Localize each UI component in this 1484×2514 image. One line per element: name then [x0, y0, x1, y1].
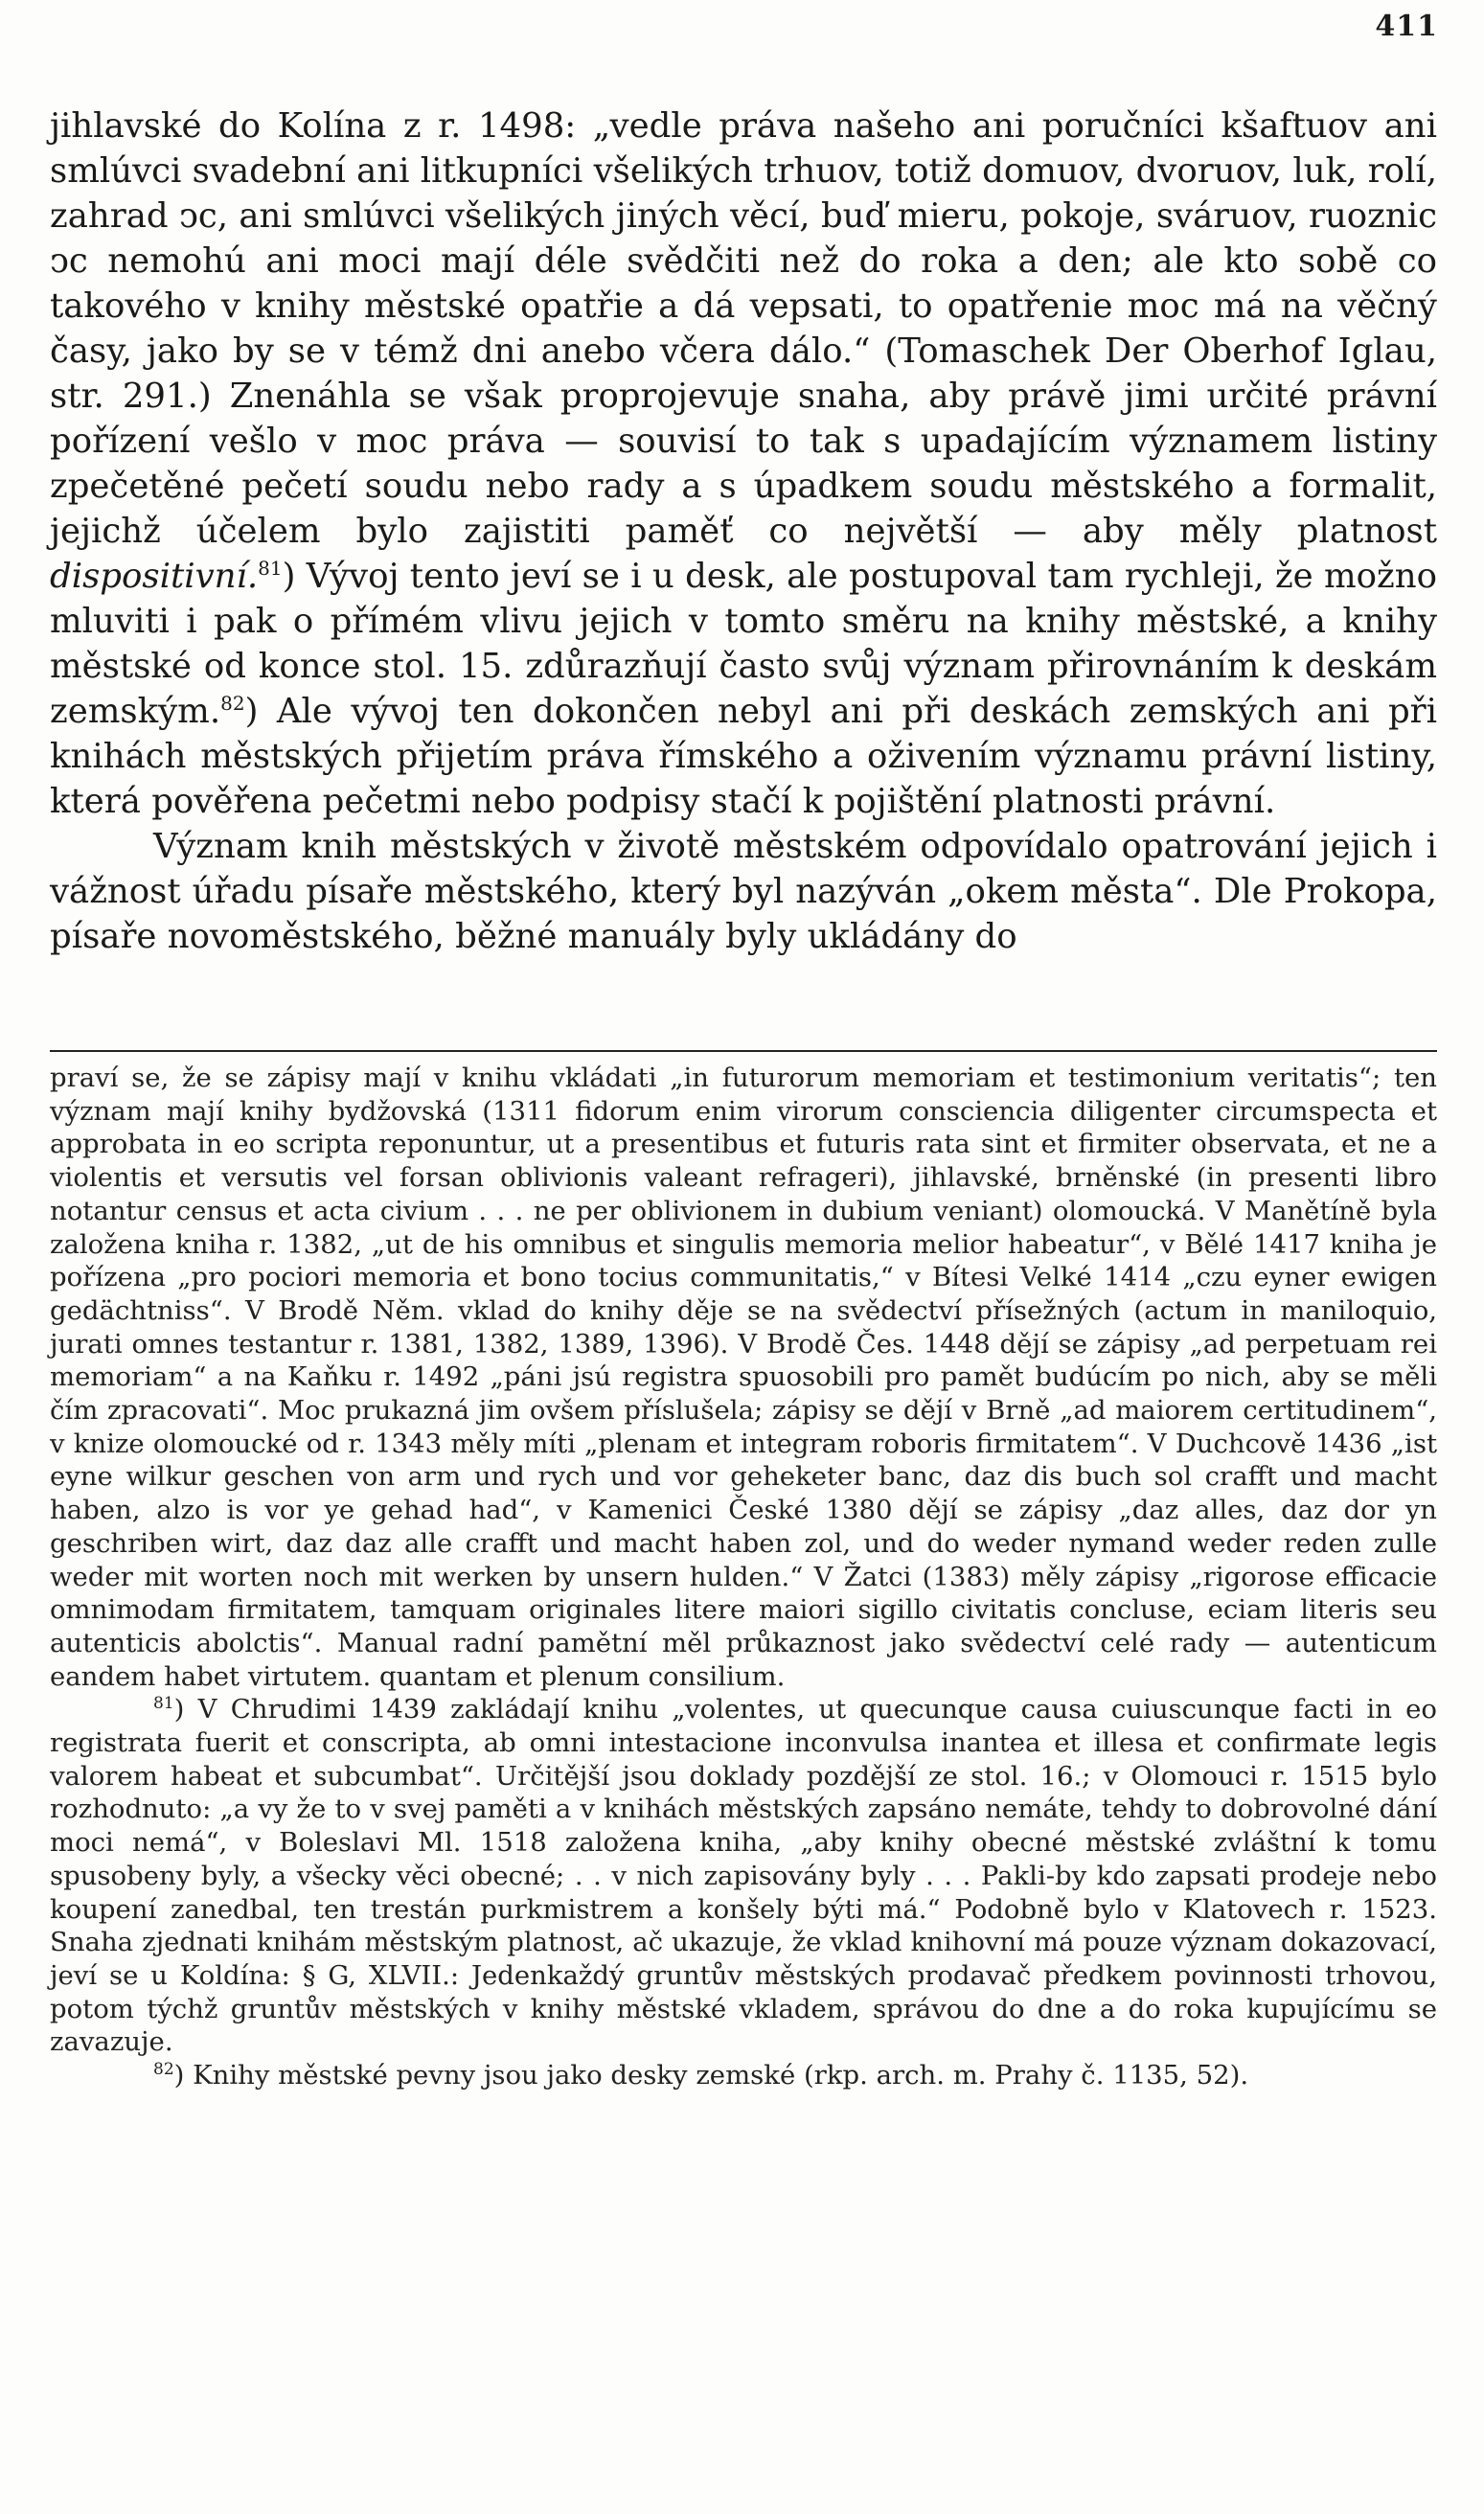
footnote-81-number: 81	[153, 1694, 174, 1714]
paragraph-1-part-b: ) Vývoj tento jeví se i u desk, ale postupoval tam rychleji, že možno mluviti i pak o přímém vlivu jejich v tomto směru na knihy městské, a knihy městské od konce stol. 15. zdůrazňují často svůj význam přirovnáním k deskám zemským.	[50, 557, 1437, 731]
footnote-ref-82: 82	[220, 692, 245, 716]
footnote-82-number: 82	[153, 2059, 174, 2079]
footnotes	[50, 1062, 1437, 2092]
footnote-81	[50, 1693, 1437, 2059]
page-number: 411	[1375, 10, 1438, 43]
footnote-82-text: ) Knihy městské pevny jsou jako desky zemské (rkp. arch. m. Prahy č. 1135, 52).	[173, 2060, 1249, 2091]
footnote-continuation: praví se, že se zápisy mají v knihu vkládati „in futurorum memoriam et testimonium veritatis“; ten význam mají knihy bydžovská (1311 fidorum enim virorum consciencia diligenter circumspecta et approbata in eo scripta reponuntur, ut a presentibus et futuris rata sint et firmiter observata, et ne a violentis et versutis vel forsan oblivionis valeant refrageri), jihlavské, brněnské (in presenti libro notantur census et acta civium . . . ne per oblivionem in dubium veniant) olomoucká. V Manětíně byla založena kniha r. 1382, „ut de his omnibus et singulis memoria melior habeatur“, v Bělé 1417 kniha je pořízena „pro pociori memoria et bono tocius communitatis,“ v Bítesi Velké 1414 „czu eyner ewigen gedächtniss“. V Brodě Něm. vklad do knihy děje se na svědectví přísežných (actum in maniloquio, jurati omnes testantur r. 1381, 1382, 1389, 1396). V Brodě Čes. 1448 dějí se zápisy „ad perpetuam rei memoriam“ a na Kaňku r. 1492 „páni jsú registra spuosobili pro pamět budúcím po nich, aby se měli čím zpracovati“. Moc prukazná jim ovšem příslušela; zápisy se dějí v Brně „ad maiorem certitudinem“, v knize olomoucké od r. 1343 měly míti „plenam et integram roboris firmitatem“. V Duchcově 1436 „ist eyne wilkur geschen von arm und rych und vor geheketer banc, daz dis buch sol crafft und macht haben, alzo is vor ye gehad had“, v Kamenici České 1380 dějí se zápisy „daz alles, daz dor yn geschriben wirt, daz daz alle crafft und macht haben zol, und do weder nymand weder reden zulle weder mit worten noch mit werken by unsern hulden.“ V Žatci (1383) měly zápisy „rigorose efficacie omnimodam firmitatem, tamquam originales litere maiori sigillo civitatis concluse, eciam literis seu autenticis abolctis“. Manual radní pamětní měl průkaznost jako svědectví celé rady — autenticum eandem habet virtutem. quantam et plenum consilium.	[50, 1063, 1437, 1692]
main-text	[50, 103, 1437, 959]
footnote-ref-81: 81	[258, 557, 283, 581]
paragraph-2: Význam knih městských v životě městském odpovídalo opatrování jejich i vážnost úřadu písaře městského, který byl nazýván „okem města“. Dle Prokopa, písaře novoměstského, běžné manuály byly ukládány do	[50, 827, 1437, 956]
paragraph-1-part-c: ) Ale vývoj ten dokončen nebyl ani při deskách zemských ani při knihách městských přijetím práva římského a oživením významu právní listiny, která pověřena pečetmi nebo podpisy stačí k pojištění platnosti právní.	[50, 692, 1437, 821]
paragraph-1-part-a: jihlavské do Kolína z r. 1498: „vedle práva našeho ani poručníci kšaftuov ani smlúvci svadební ani litkupníci všelikých trhuov, totiž domuov, dvoruov, luk, rolí, zahrad ↄc, ani smlúvci všelikých jiných věcí, buď mieru, pokoje, sváruov, ruoznic ↄc nemohú ani moci mají déle svědčiti než do roka a den; ale kto sobě co takového v knihy městské opatřie a dá vepsati, to opatřenie moc má na věčný časy, jako by se v témž dni anebo včera dálo.“ (Tomaschek Der Oberhof Iglau, str. 291.) Znenáhla se však proprojevuje snaha, aby právě jimi určité právní pořízení vešlo v moc práva — souvisí to tak s upadajícím významem listiny zpečetěné pečetí soudu nebo rady a s úpadkem soudu městského a formalit, jejichž účelem bylo zajistiti paměť co největší — aby měly platnost	[50, 106, 1437, 551]
paragraph-1	[50, 103, 1437, 824]
footnote-81-text: ) V Chrudimi 1439 zakládají knihu „volentes, ut quecunque causa cuiuscunque facti in eo registrata fuerit et conscripta, ab omni intestacione inconvulsa inantea et illesa et confirmate legis valorem habeat et subcumbat“. Určitější jsou doklady pozdější ze stol. 16.; v Olomouci r. 1515 bylo rozhodnuto: „a vy že to v svej paměti a v knihách městských zapsáno nemáte, tehdy to dobrovolné dání moci nemá“, v Boleslavi Ml. 1518 založena kniha, „aby knihy obecné městské zvláštní k tomu spusobeny byly, a všecky věci obecné; . . v nich zapisovány byly . . . Pakli-by kdo zapsati prodeje nebo koupení zanedbal, ten trestán purkmistrem a konšely býti má.“ Podobně bylo v Klatovech r. 1523. Snaha zjednati knihám městským platnost, ač ukazuje, že vklad knihovní má pouze význam dokazovací, jeví se u Koldína: § G, XLVII.: Jedenkaždý gruntův městských prodavač předkem povinnosti trhovou, potom týchž gruntův městských v knihy městské vkladem, správou do dne a do roka kupujícímu se zavazuje.	[50, 1694, 1437, 2058]
italic-term-dispositivni: dispositivní.	[50, 557, 259, 596]
footnote-divider	[50, 1050, 1437, 1052]
footnote-82	[50, 2059, 1437, 2092]
